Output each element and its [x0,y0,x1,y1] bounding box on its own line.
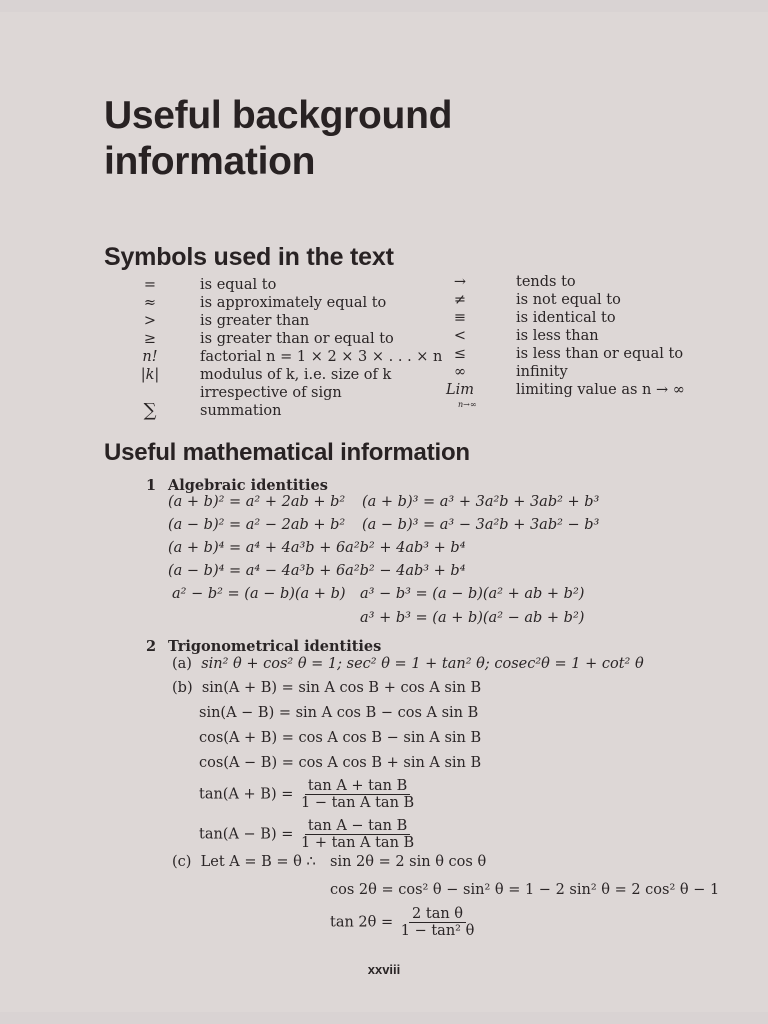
section-2-heading [146,638,381,655]
section-title: Trigonometrical identities [168,638,382,655]
symbol-row [440,273,685,291]
symbol: ≤ [453,346,467,362]
fraction [398,906,478,939]
symbol-definition: limiting value as n → ∞ [516,382,685,398]
symbol: n! [142,349,158,365]
symbol-definition: is less than or equal to [516,346,684,362]
symbol: ≈ [143,295,157,311]
symbol-row [125,348,442,366]
symbol: = [143,277,157,293]
fraction-lhs: tan(A − B) = [199,826,294,843]
section-number: 2 [146,638,157,655]
symbol: ≥ [143,331,157,347]
symbols-left-list [125,276,442,420]
section-title: Algebraic identities [168,477,328,494]
identity-line: (a − b)⁴ = a⁴ − 4a³b + 6a²b² − 4ab³ + b⁴ [168,563,466,579]
identity-line: (a − b)³ = a³ − 3a²b + 3ab² − b³ [362,517,600,533]
symbol-definition: summation [200,403,282,419]
item-label: (b) [172,680,193,696]
identity-line: a² − b² = (a − b)(a + b) [172,586,346,602]
trig-identity: sin(A − B) = sin A cos B − cos A sin B [199,705,479,721]
symbol-row [440,345,685,363]
lim-subscript: n→∞ [458,400,477,409]
symbol: |k| [140,367,160,383]
symbol-definition: irrespective of sign [200,385,342,401]
trig-identity: cos(A + B) = cos A cos B − sin A sin B [199,730,482,746]
identity-line: (a + b)³ = a³ + 3a²b + 3ab² + b³ [362,494,600,510]
symbol: ≠ [453,292,467,308]
fraction [298,818,417,851]
symbols-heading: Symbols used in the text [104,243,394,271]
symbol-row [125,366,442,384]
symbol-definition: is approximately equal to [200,295,387,311]
fraction-lhs: tan(A + B) = [199,786,294,803]
page-title [104,93,452,185]
symbol-definition: is identical to [516,310,616,326]
symbol-row [125,402,442,420]
symbol: < [453,328,467,344]
title-line-2: information [104,140,316,183]
symbol-row [440,327,685,345]
section-number: 1 [146,477,157,494]
fraction-numerator: tan A + tan B [305,778,410,795]
symbol-definition: infinity [516,364,568,380]
symbol-row [125,384,442,402]
symbol-row [125,312,442,330]
identity-line: (a − b)² = a² − 2ab + b² [168,517,346,533]
trig-line-c1 [172,854,316,870]
symbols-right-list [440,273,685,399]
symbol-definition: is greater than [200,313,310,329]
symbol: > [143,313,157,329]
item-label: (c) [172,854,192,870]
symbol-definition: is less than [516,328,599,344]
symbol-definition: is greater than or equal to [200,331,394,347]
fraction-denominator: 1 − tan A tan B [301,795,415,811]
trig-line-b1 [172,680,481,696]
symbol-row [440,363,685,381]
symbol-definition: modulus of k, i.e. size of k [200,367,392,383]
fraction-lhs: tan 2θ = [330,914,394,931]
symbol-row [440,309,685,327]
trig-identity: cos 2θ = cos² θ − sin² θ = 1 − 2 sin² θ = 2 cos² θ − 1 [330,882,720,898]
trig-line-a [172,656,644,672]
identity-line: (a + b)² = a² + 2ab + b² [168,494,346,510]
fraction-denominator: 1 + tan A tan B [301,835,415,851]
identity-line: (a + b)⁴ = a⁴ + 4a³b + 6a²b² + 4ab³ + b⁴ [168,540,466,556]
trig-fraction-identity [199,778,417,811]
symbol-row [125,276,442,294]
page-number: xxviii [367,962,401,977]
symbol-definition: tends to [516,274,576,290]
math-heading: Useful mathematical information [104,439,470,466]
symbol: → [453,274,467,290]
identity-line: a³ + b³ = (a + b)(a² − ab + b²) [360,610,585,626]
trig-identity: sin(A + B) = sin A cos B + cos A sin B [201,680,482,696]
symbol-row [440,381,685,399]
symbol: ∑ [143,400,157,421]
identity-line: a³ − b³ = (a − b)(a² + ab + b²) [360,586,585,602]
symbol-definition: factorial n = 1 × 2 × 3 × . . . × n [200,349,443,365]
symbol-definition: is not equal to [516,292,621,308]
fraction-numerator: tan A − tan B [305,818,410,835]
title-line-1: Useful background [104,94,453,137]
substitution-text: Let A = B = θ ∴ [200,854,316,870]
symbol-row [125,330,442,348]
symbol: ∞ [453,364,467,380]
trig-identity: cos(A − B) = cos A cos B + sin A sin B [199,755,482,771]
item-label: (a) [172,656,192,672]
symbol-row [125,294,442,312]
symbol: Lim [445,382,475,398]
symbol-row [440,291,685,309]
symbol-definition: is equal to [200,277,277,293]
trig-identity: sin² θ + cos² θ = 1; sec² θ = 1 + tan² θ; cosec²θ = 1 + cot² θ [201,656,644,672]
symbol: ≡ [453,310,467,326]
trig-fraction-identity [199,818,417,851]
trig-identity: sin 2θ = 2 sin θ cos θ [330,854,487,870]
fraction [298,778,417,811]
fraction-numerator: 2 tan θ [409,906,466,923]
fraction-denominator: 1 − tan² θ [400,923,475,939]
section-1-heading [146,477,328,494]
trig-fraction-identity [330,906,477,939]
